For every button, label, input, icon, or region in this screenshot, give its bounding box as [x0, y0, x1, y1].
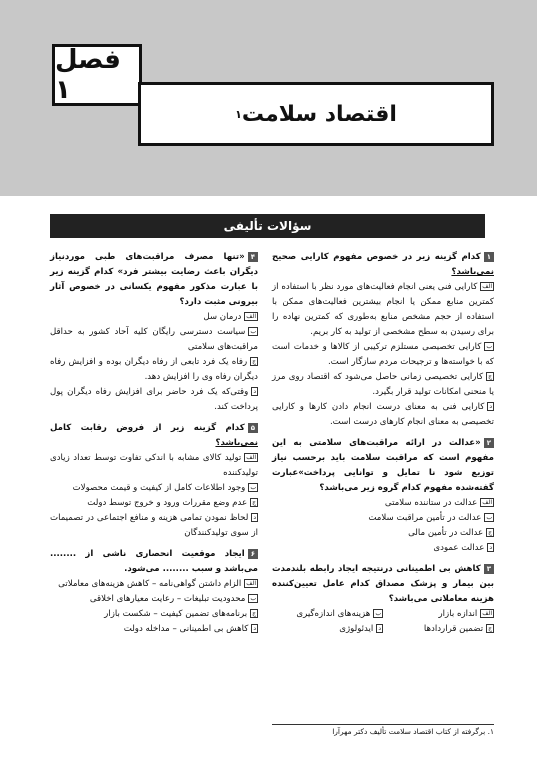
question-text-underlined: نمی‌باشد؟: [451, 267, 494, 277]
option-text: عدالت در ستاننده سلامتی: [384, 498, 478, 508]
answer-option: [50, 496, 258, 511]
question-stem: [272, 436, 494, 496]
option-letter: ب: [250, 595, 256, 602]
question-stem: [272, 250, 494, 280]
question-number: ۱: [484, 252, 494, 262]
option-letter: ج: [488, 625, 492, 632]
option-text: تضمین قراردادها: [423, 624, 484, 634]
question-۴: [50, 250, 258, 415]
option-text: وجود اطلاعات کامل از کیفیت و قیمت محصولات: [72, 483, 246, 493]
answer-option: [50, 385, 258, 415]
option-text: عدالت در تأمین مراقبت سلامت: [368, 513, 482, 523]
question-text: کدام گزینه زیر از فروض رقابت کامل: [50, 423, 245, 433]
answer-option: [50, 310, 258, 325]
chapter-title: اقتصاد سلامت: [241, 101, 397, 127]
option-text: سیاست دسترسی رایگان کلیه آحاد کشور به حداقل مراقبت‌های سلامتی: [50, 327, 258, 352]
question-number: ۴: [248, 252, 258, 262]
chapter-label: [52, 44, 142, 106]
option-letter: د: [253, 625, 256, 632]
option-text: عدالت در تأمین مالی: [408, 528, 484, 538]
option-text: تولید کالای مشابه با اندکی تفاوت توسط تعداد زیادی تولیدکننده: [50, 453, 258, 478]
answer-option: [272, 370, 494, 400]
answer-option: [50, 481, 258, 496]
question-stem: [50, 421, 258, 451]
question-۲: [272, 436, 494, 556]
option-letter: ب: [486, 343, 492, 350]
answer-option: [272, 622, 383, 637]
question-۳: [272, 562, 494, 637]
answer-option: [272, 280, 494, 340]
option-text: برنامه‌های تضمین کیفیت – شکست بازار: [104, 609, 248, 619]
option-letter: د: [253, 514, 256, 521]
question-number: ۶: [248, 549, 258, 559]
question-۵: [50, 421, 258, 541]
answer-option: [50, 511, 258, 541]
option-letter: د: [489, 403, 492, 410]
option-letter: الف: [482, 283, 492, 290]
option-letter: د: [489, 544, 492, 551]
option-letter: د: [253, 388, 256, 395]
question-۱: [272, 250, 494, 430]
option-letter: ج: [252, 358, 256, 365]
left-column: [50, 250, 258, 643]
answer-option: [272, 526, 494, 541]
option-letter: ب: [486, 514, 492, 521]
question-text: ایجاد موقعیت انحصاری ناشی از ........ می‌باشد و سبب ........ می‌شود.: [50, 549, 258, 574]
option-text: رفاه یک فرد تابعی از رفاه دیگران بوده و افزایش رفاه دیگران رفاه وی را افزایش دهد.: [50, 357, 258, 382]
section-title: سؤالات تألیفی: [50, 214, 485, 238]
option-text: هزینه‌های اندازه‌گیری: [296, 609, 371, 619]
option-text: وقتی‌که یک فرد حاضر برای افزایش رفاه دیگران پول پرداخت کند.: [50, 387, 258, 412]
option-letter: ج: [488, 373, 492, 380]
option-text: لحاظ نمودن تمامی هزینه و منافع اجتماعی در تصمیمات از سوی تولیدکنندگان: [50, 513, 258, 538]
answer-option: [272, 340, 494, 370]
answer-option: [272, 541, 494, 556]
answer-option: [50, 355, 258, 385]
answer-option: [50, 592, 258, 607]
option-letter: الف: [246, 313, 256, 320]
option-text: کارایی فنی یعنی انجام فعالیت‌های مورد نظر با استفاده از کمترین منابع ممکن یا انجام بیشترین فعالیت‌های ممکن با استفاده از حجم مشخص منابع به‌طوری که کمترین نهاده را برای رسیدن به سطح مشخصی از تولید به کار بریم.: [272, 282, 494, 337]
option-text: الزام داشتن گواهی‌نامه – کاهش هزینه‌های معاملاتی: [58, 579, 242, 589]
answer-option: [272, 511, 494, 526]
answer-option: [50, 451, 258, 481]
chapter-title-box: [138, 82, 494, 146]
option-letter: الف: [482, 610, 492, 617]
question-۶: [50, 547, 258, 637]
footnote: ۱. برگرفته از کتاب اقتصاد سلامت تألیف دکتر مهرآرا: [332, 727, 494, 736]
question-number: ۳: [484, 564, 494, 574]
option-letter: ج: [252, 499, 256, 506]
question-text: کدام گزینه زیر در خصوص مفهوم کارایی صحیح: [272, 252, 481, 262]
option-text: عدم وضع مقررات ورود و خروج توسط دولت: [87, 498, 248, 508]
question-stem: [272, 562, 494, 607]
question-stem: [50, 547, 258, 577]
answer-option: [383, 607, 494, 622]
chapter-label-text: فصل ۱: [55, 45, 121, 105]
question-text: «عدالت در ارائه مراقبت‌های سلامتی به این مفهوم است که مراقبت سلامت باید برحسب نیاز توزیع شود نا تمایل و توانایی پرداخت»عبارت گفته‌شده مفهوم کدام گروه زیر می‌باشد؟: [272, 438, 494, 493]
footnote-divider: [272, 724, 494, 725]
answer-option: [272, 607, 383, 622]
option-text: اندازه بازار: [438, 609, 478, 619]
option-letter: ج: [488, 529, 492, 536]
option-text: عدالت عمودی: [433, 543, 485, 553]
option-letter: الف: [246, 454, 256, 461]
option-text: درمان سل: [203, 312, 242, 322]
question-number: ۵: [248, 423, 258, 433]
option-text: کارایی فنی به معنای درست انجام دادن کارها و کارایی تخصیصی به معنای انجام کارهای درست است.: [272, 402, 494, 427]
answer-option: [50, 325, 258, 355]
right-column: [272, 250, 494, 643]
answer-option: [50, 577, 258, 592]
footnote-mark: ۱: [235, 107, 242, 121]
option-text: کارایی تخصیصی مستلزم ترکیبی از کالاها و خدمات است که با خواسته‌ها و ترجیحات مردم سازگار است.: [272, 342, 494, 367]
option-letter: الف: [246, 580, 256, 587]
answer-option: [383, 622, 494, 637]
answer-option: [272, 400, 494, 430]
question-text: کاهش بی اطمینانی درنتیجه ایجاد رابطه بلندمدت بین بیمار و پزشک مصداق کدام عامل تعیین‌کننده هزینه معاملاتی می‌باشد؟: [272, 564, 494, 604]
option-letter: ب: [375, 610, 381, 617]
option-letter: ب: [250, 328, 256, 335]
option-letter: ج: [252, 610, 256, 617]
option-letter: د: [378, 625, 381, 632]
option-text: کارایی تخصیصی زمانی حاصل می‌شود که اقتصاد روی مرز یا منحنی امکانات تولید قرار بگیرد.: [272, 372, 494, 397]
question-text-underlined: نمی‌باشد؟: [215, 438, 258, 448]
question-number: ۲: [484, 438, 494, 448]
answer-option: [50, 607, 258, 622]
answer-option: [272, 496, 494, 511]
question-text: «تنها مصرف مراقبت‌های طبی موردنیاز دیگران باعث رضایت بیشتر فرد» کدام گزینه زیر با عبارت مذکور مفهوم یکسانی در خصوص آثار بیرونی مثبت دارد؟: [50, 252, 258, 307]
option-text: ایدئولوژی: [339, 624, 374, 634]
option-text: کاهش بی اطمینانی – مداخله دولت: [123, 624, 249, 634]
option-text: محدودیت تبلیغات – رعایت معیارهای اخلاقی: [89, 594, 246, 604]
question-stem: [50, 250, 258, 310]
option-letter: ب: [250, 484, 256, 491]
answer-option: [50, 622, 258, 637]
option-letter: الف: [482, 499, 492, 506]
